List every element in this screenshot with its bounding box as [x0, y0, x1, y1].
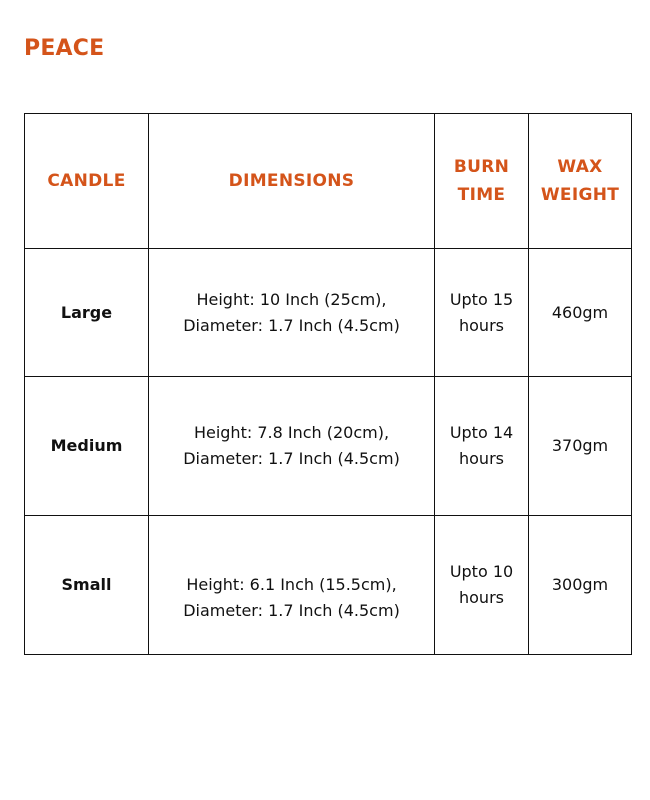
- header-candle: CANDLE: [25, 114, 149, 249]
- burn-time-cell: [435, 516, 529, 655]
- wax-weight-cell: 460gm: [529, 249, 632, 377]
- dimensions-diameter: Diameter: 1.7 Inch (4.5cm): [183, 449, 400, 468]
- dimensions-cell: [149, 516, 435, 655]
- header-wax-weight: [529, 114, 632, 249]
- dimensions-height: Height: 7.8 Inch (20cm),: [193, 423, 390, 442]
- dimensions-cell: [149, 377, 435, 516]
- burn-time-line-1: Upto 10: [449, 562, 514, 581]
- table-header-row: [25, 114, 632, 249]
- table-row: [25, 249, 632, 377]
- header-dimensions: DIMENSIONS: [149, 114, 435, 249]
- table-row: [25, 377, 632, 516]
- dimensions-diameter: Diameter: 1.7 Inch (4.5cm): [183, 601, 400, 620]
- wax-weight-cell: 370gm: [529, 377, 632, 516]
- header-burn-time-line-2: TIME: [457, 185, 506, 205]
- wax-weight-cell: 300gm: [529, 516, 632, 655]
- header-wax-weight-line-1: WAX: [557, 157, 603, 177]
- table-row: [25, 516, 632, 655]
- burn-time-cell: [435, 377, 529, 516]
- burn-time-line-2: hours: [459, 315, 504, 335]
- size-cell: Large: [25, 249, 149, 377]
- header-burn-time: [435, 114, 529, 249]
- candle-spec-table: [24, 113, 632, 655]
- header-burn-time-line-1: BURN: [453, 157, 510, 177]
- dimensions-diameter: Diameter: 1.7 Inch (4.5cm): [183, 315, 400, 335]
- burn-time-line-2: hours: [459, 449, 504, 468]
- size-cell: Small: [25, 516, 149, 655]
- burn-time-line-1: Upto 15: [449, 289, 514, 309]
- burn-time-line-2: hours: [459, 588, 504, 607]
- burn-time-line-1: Upto 14: [449, 423, 514, 442]
- size-cell: Medium: [25, 377, 149, 516]
- dimensions-height: Height: 6.1 Inch (15.5cm),: [186, 575, 397, 594]
- burn-time-cell: [435, 249, 529, 377]
- dimensions-cell: [149, 249, 435, 377]
- page-title: PEACE: [24, 36, 105, 61]
- header-wax-weight-line-2: WEIGHT: [540, 185, 620, 205]
- dimensions-height: Height: 10 Inch (25cm),: [196, 289, 387, 309]
